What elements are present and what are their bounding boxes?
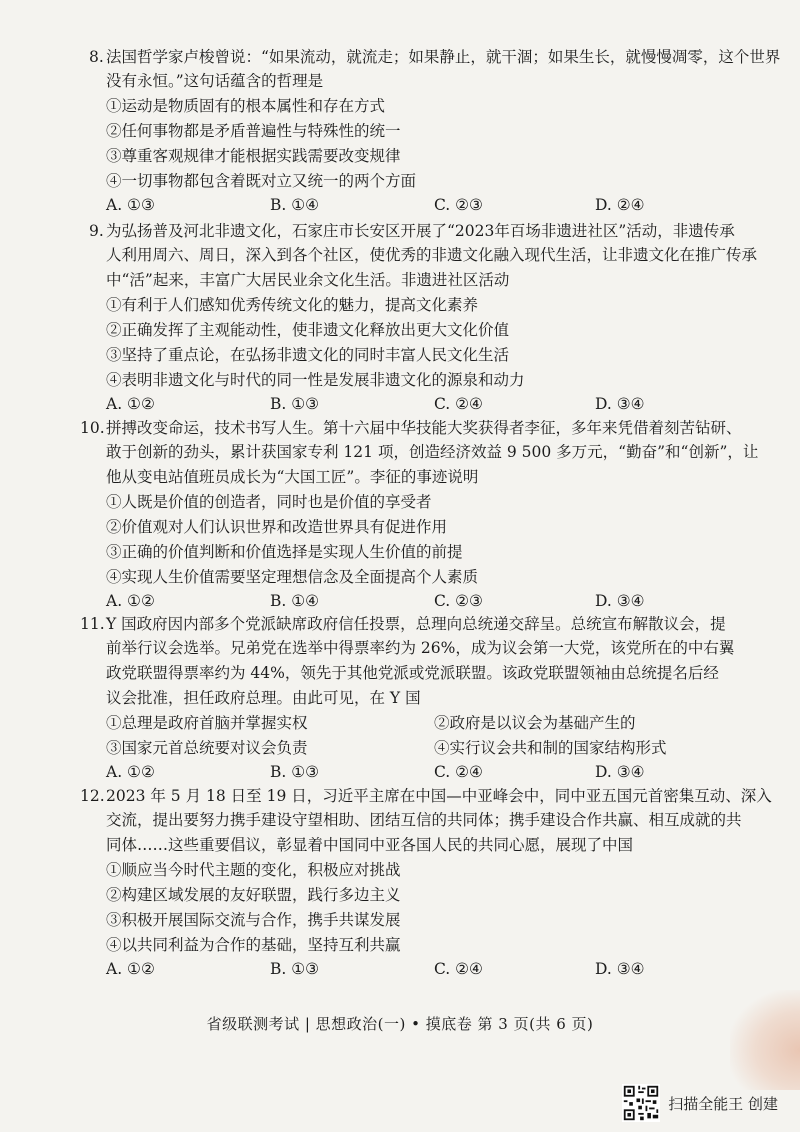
question-stem-line: 法国哲学家卢梭曾说：“如果流动，就流走；如果静止，就干涸；如果生长，就慢慢凋零，这个世界 [106,48,781,66]
option-1: ①有利于人们感知优秀传统文化的魅力，提高文化素养 [106,296,479,314]
option-3: ③尊重客观规律才能根据实践需要改变规律 [106,147,401,165]
answer-a[interactable]: A. ①② [106,592,155,610]
option-2: ②政府是以议会为基础产生的 [434,714,636,732]
question-stem-line: 拼搏改变命运，技术书写人生。第十六届中华技能大奖获得者李征，多年来凭借着刻苦钻研、 [106,419,742,437]
answer-choices [92,395,772,415]
answer-c[interactable]: C. ②④ [434,395,483,413]
answer-a[interactable]: A. ①③ [106,196,155,214]
page-footer: 省级联测考试 | 思想政治(一) • 摸底卷 第 3 页(共 6 页) [206,1015,594,1033]
answer-a[interactable]: A. ①② [106,763,155,781]
option-2: ②价值观对人们认识世界和改造世界具有促进作用 [106,518,448,536]
question-stem-line: Y 国政府因内部多个党派缺席政府信任投票，总理向总统递交辞呈。总统宣布解散议会，提 [106,615,726,633]
answer-b[interactable]: B. ①④ [270,592,320,610]
question-stem-line: 议会批准，担任政府总理。由此可见，在 Y 国 [106,689,421,707]
option-3: ③正确的价值判断和价值选择是实现人生价值的前提 [106,543,463,561]
qr-code-icon [622,1084,660,1122]
question-10 [80,418,772,610]
question-stem-line: 人利用周六、周日，深入到各个社区，使优秀的非遗文化融入现代生活，让非遗文化在推广传承 [106,246,758,264]
answer-choices [92,960,772,980]
option-4: ④一切事物都包含着既对立又统一的两个方面 [106,172,417,190]
option-2: ②任何事物都是矛盾普遍性与特殊性的统一 [106,122,401,140]
question-number: 10. [80,419,105,437]
question-stem-line: 政党联盟得票率约为 44%，领先于其他党派或党派联盟。该政党联盟领袖由总统提名后经 [106,664,719,682]
answer-b[interactable]: B. ①③ [270,960,320,978]
question-stem-line: 他从变电站值班员成长为“大国工匠”。李征的事迹说明 [106,468,479,486]
scanner-watermark-text: 扫描全能王 创建 [668,1094,778,1113]
option-3: ③国家元首总统要对议会负责 [106,739,308,757]
option-4: ④表明非遗文化与时代的同一性是发展非遗文化的源泉和动力 [106,371,525,389]
answer-b[interactable]: B. ①③ [270,395,320,413]
question-stem-line: 2023 年 5 月 18 日至 19 日，习近平主席在中国—中亚峰会中，同中亚五国元首密集互动、深入 [106,787,772,805]
answer-d[interactable]: D. ②④ [595,196,645,214]
option-2: ②正确发挥了主观能动性，使非遗文化释放出更大文化价值 [106,321,510,339]
answer-choices [92,592,772,612]
answer-a[interactable]: A. ①② [106,960,155,978]
answer-c[interactable]: C. ②③ [434,196,483,214]
question-stem-line: 同体……这些重要倡议，彰显着中国同中亚各国人民的共同心愿，展现了中国 [106,836,634,854]
question-stem-line: 敢于创新的劲头，累计获国家专利 121 项，创造经济效益 9 500 多万元，“勤奋”和“创新”，让 [106,443,759,461]
answer-c[interactable]: C. ②④ [434,763,483,781]
answer-choices [92,196,772,216]
question-stem-line: 没有永恒。”这句话蕴含的哲理是 [106,72,324,90]
question-9 [89,221,772,413]
question-number: 11. [80,615,105,633]
answer-c[interactable]: C. ②③ [434,592,483,610]
option-1: ①运动是物质固有的根本属性和存在方式 [106,97,386,115]
page-corner-shadow [730,990,800,1090]
option-2: ②构建区域发展的友好联盟，践行多边主义 [106,886,401,904]
question-stem-line: 前举行议会选举。兄弟党在选举中得票率约为 26%，成为议会第一大党，该党所在的中右翼 [106,639,735,657]
question-8 [89,47,781,214]
question-stem-line: 交流，提出要努力携手建设守望相助、团结互信的共同体；携手建设合作共赢、相互成就的共 [106,811,742,829]
question-12 [80,786,772,978]
question-number: 8. [89,48,104,66]
answer-a[interactable]: A. ①② [106,395,155,413]
option-4: ④实现人生价值需要坚定理想信念及全面提高个人素质 [106,568,479,586]
option-1: ①总理是政府首脑并掌握实权 [106,714,308,732]
answer-b[interactable]: B. ①③ [270,763,320,781]
answer-d[interactable]: D. ③④ [595,960,645,978]
answer-d[interactable]: D. ③④ [595,395,645,413]
answer-d[interactable]: D. ③④ [595,592,645,610]
question-stem-line: 中“活”起来，丰富广大居民业余文化生活。非遗进社区活动 [106,271,510,289]
question-number: 12. [80,787,105,805]
option-1: ①人既是价值的创造者，同时也是价值的享受者 [106,493,432,511]
option-4: ④实行议会共和制的国家结构形式 [434,739,667,757]
option-3: ③积极开展国际交流与合作，携手共谋发展 [106,911,401,929]
option-1: ①顺应当今时代主题的变化，积极应对挑战 [106,861,401,879]
option-3: ③坚持了重点论，在弘扬非遗文化的同时丰富人民文化生活 [106,346,510,364]
option-4: ④以共同利益为合作的基础，坚持互利共赢 [106,936,401,954]
question-number: 9. [89,222,104,240]
answer-c[interactable]: C. ②④ [434,960,483,978]
question-11 [80,614,772,784]
scanner-watermark [622,1083,778,1123]
answer-choices [92,763,772,783]
answer-b[interactable]: B. ①④ [270,196,320,214]
answer-d[interactable]: D. ③④ [595,763,645,781]
question-stem-line: 为弘扬普及河北非遗文化，石家庄市长安区开展了“2023年百场非遗进社区”活动，非遗传承 [106,222,735,240]
